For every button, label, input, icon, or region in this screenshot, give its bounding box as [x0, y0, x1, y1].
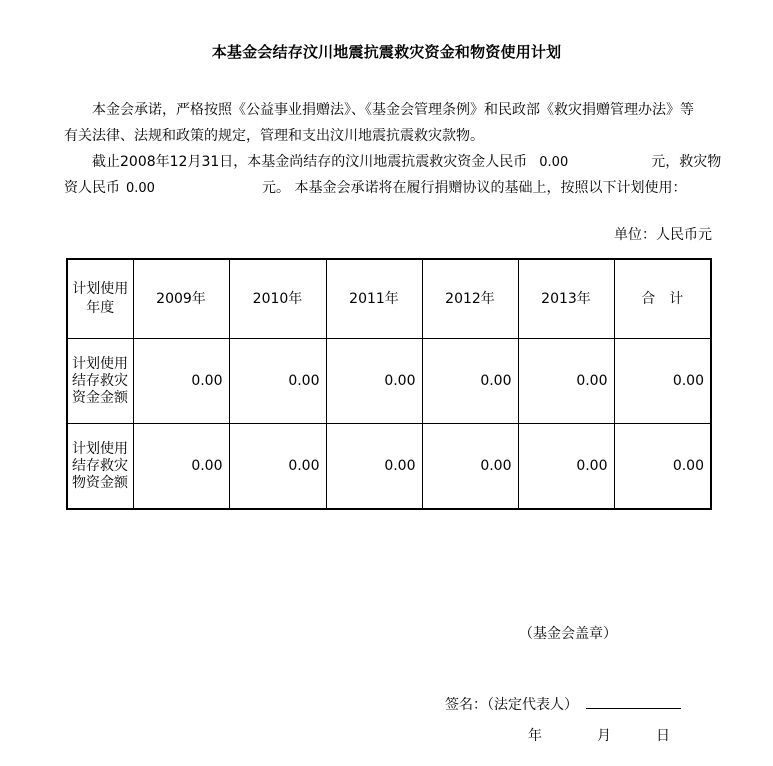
- goods-2012-cell[interactable]: 0.00: [422, 424, 518, 510]
- unit-label: 单位：人民币元: [614, 227, 712, 243]
- table-row-goods: [67, 424, 711, 510]
- goods-2013-cell[interactable]: 0.00: [518, 424, 614, 510]
- fund-amount-field[interactable]: 0.00: [539, 155, 569, 170]
- table-row-funds: [67, 339, 711, 424]
- page-title: 本基金会结存汶川地震抗震救灾资金和物资使用计划: [211, 43, 562, 61]
- funds-2010-cell[interactable]: 0.00: [229, 339, 326, 424]
- seal-label: （基金会盖章）: [519, 626, 617, 642]
- row-label-funds: 计划使用结存救灾资金金额: [67, 339, 133, 424]
- goods-2009-cell[interactable]: 0.00: [133, 424, 229, 510]
- header-cell-plan-year: 计划使用年度: [67, 259, 133, 339]
- funds-2012-cell[interactable]: 0.00: [422, 339, 518, 424]
- usage-plan-table: [66, 258, 712, 510]
- statement-line1-suffix: 元，救灾物: [651, 154, 722, 170]
- goods-total-cell[interactable]: 0.00: [614, 424, 711, 510]
- intro-paragraph-line2: 有关法律、法规和政策的规定，管理和支出汶川地震抗震救灾款物。: [64, 128, 484, 144]
- date-month-label: 月: [597, 728, 611, 744]
- header-cell-2012: 2012年: [422, 259, 518, 339]
- statement-line1-text: 截止2008年12月31日，本基金尚结存的汶川地震抗震救灾资金人民币: [92, 154, 528, 170]
- header-cell-total: 合 计: [614, 259, 711, 339]
- funds-2013-cell[interactable]: 0.00: [518, 339, 614, 424]
- signature-label: 签名：（法定代表人）: [445, 697, 578, 713]
- signature-row: [445, 694, 681, 714]
- intro-paragraph-line1: 本金会承诺，严格按照《公益事业捐赠法》、《基金会管理条例》和民政部《救灾捐赠管理办法》等: [92, 102, 694, 118]
- funds-2011-cell[interactable]: 0.00: [326, 339, 422, 424]
- statement-line2: [64, 179, 686, 198]
- header-cell-2009: 2009年: [133, 259, 229, 339]
- funds-2009-cell[interactable]: 0.00: [133, 339, 229, 424]
- goods-2010-cell[interactable]: 0.00: [229, 424, 326, 510]
- goods-amount-field[interactable]: 0.00: [126, 181, 155, 196]
- header-cell-2011: 2011年: [326, 259, 422, 339]
- header-cell-2010: 2010年: [229, 259, 326, 339]
- table-header-row: [67, 259, 711, 339]
- statement-line2-text: 资人民币: [64, 180, 120, 196]
- date-day-label: 日: [656, 728, 670, 744]
- statement-line1: [92, 153, 721, 172]
- funds-total-cell[interactable]: 0.00: [614, 339, 711, 424]
- statement-line2-suffix: 元。 本基金会承诺将在履行捐赠协议的基础上，按照以下计划使用：: [262, 180, 687, 196]
- header-cell-2013: 2013年: [518, 259, 614, 339]
- signature-blank-line[interactable]: [586, 694, 681, 709]
- goods-2011-cell[interactable]: 0.00: [326, 424, 422, 510]
- row-label-goods: 计划使用结存救灾物资金额: [67, 424, 133, 510]
- date-year-label: 年: [528, 728, 542, 744]
